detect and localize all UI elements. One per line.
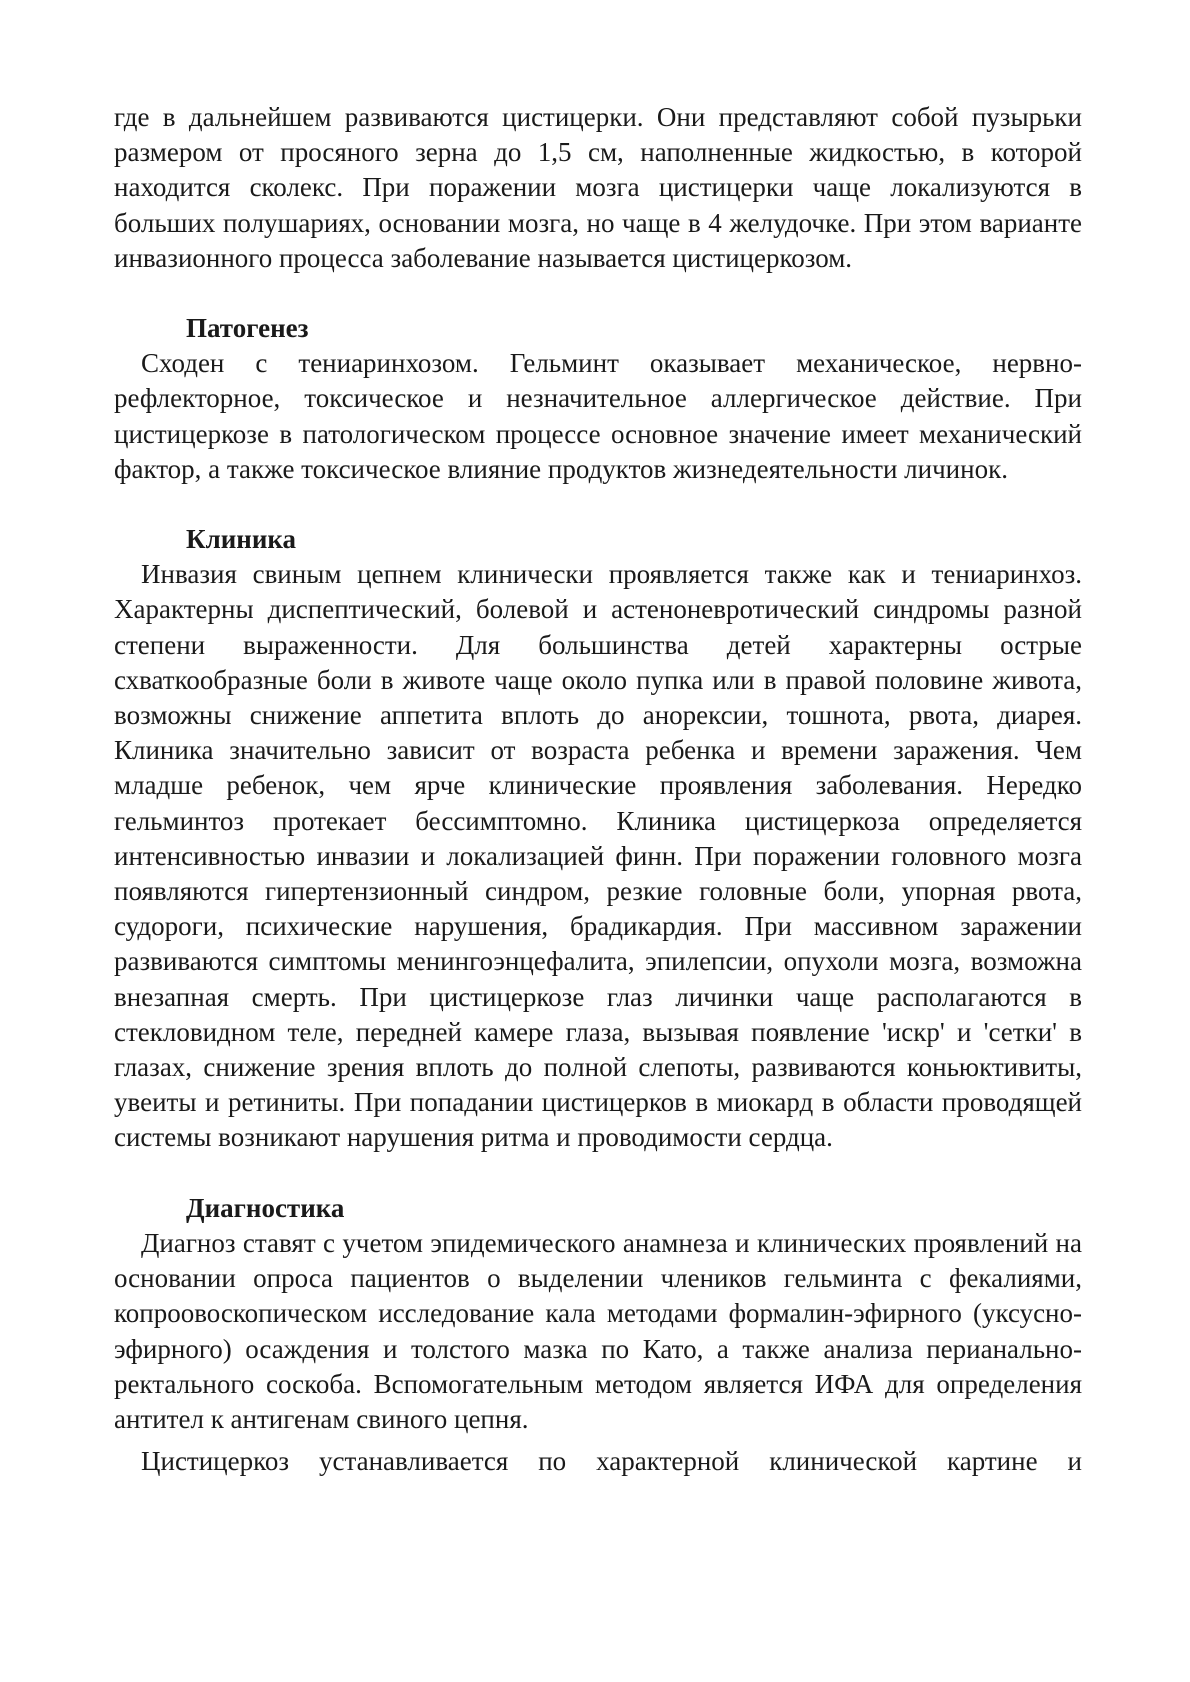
pathogenesis-paragraph: Сходен с тениаринхозом. Гельминт оказывает механическое, нервно-рефлекторное, токсическое и незначительное аллергическое действие. При цистицеркозе в патологическом процессе основное значение имеет механический фактор, а также токсическое влияние продуктов жизнедеятельности личинок.	[114, 348, 1082, 484]
section-heading-diagnostics: Диагностика	[186, 1192, 345, 1223]
intro-paragraph: где в дальнейшем развиваются цистицерки. Они представляют собой пузырьки размером от просяного зерна до 1,5 см, наполненные жидкостью, в которой находится сколекс. При поражении мозга цистицерки чаще локализуются в больших полушариях, основании мозга, но чаще в 4 желудочке. При этом варианте инвазионного процесса заболевание называется цистицеркозом.	[114, 102, 1082, 273]
clinic-paragraph: Инвазия свиным цепнем клинически проявляется также как и тениаринхоз. Характерны диспептический, болевой и астеноневротический синдромы разной степени выраженности. Для большинства детей характерны острые схваткообразные боли в животе чаще около пупка или в правой половине живота, возможны снижение аппетита вплоть до анорексии, тошнота, рвота, диарея. Клиника значительно зависит от возраста ребенка и времени заражения. Чем младше ребенок, чем ярче клинические проявления заболевания. Нередко гельминтоз протекает бессимптомно. Клиника цистицеркоза определяется интенсивностью инвазии и локализацией финн. При поражении головного мозга появляются гипертензионный синдром, резкие головные боли, упорная рвота, судороги, психические нарушения, брадикардия. При массивном заражении развиваются симптомы менингоэнцефалита, эпилепсии, опухоли мозга, возможна внезапная смерть. При цистицеркозе глаз личинки чаще располагаются в стекловидном теле, передней камере глаза, вызывая появление 'искр' и 'сетки' в глазах, снижение зрения вплоть до полной слепоты, развиваются коньюктивиты, увеиты и ретиниты. При попадании цистицерков в миокард в области проводящей системы возникают нарушения ритма и проводимости сердца.	[114, 559, 1082, 1153]
diagnostics-paragraph: Диагноз ставят с учетом эпидемического анамнеза и клинических проявлений на основании опроса пациентов о выделении члеников гельминта с фекалиями, копроовоскопическом исследование кала методами формалин-эфирного (уксусно-эфирного) осаждения и толстого мазка по Като, а также анализа перианально-ректального соскоба. Вспомогательным методом является ИФА для определения антител к антигенам свиного цепня.	[114, 1227, 1082, 1434]
section-heading-clinic: Клиника	[186, 524, 297, 555]
diagnostics-paragraph-2: Цистицеркоз устанавливается по характерной клинической картине и	[141, 1446, 1082, 1477]
document-page	[114, 100, 1082, 1479]
section-heading-pathogenesis: Патогенез	[186, 313, 309, 344]
